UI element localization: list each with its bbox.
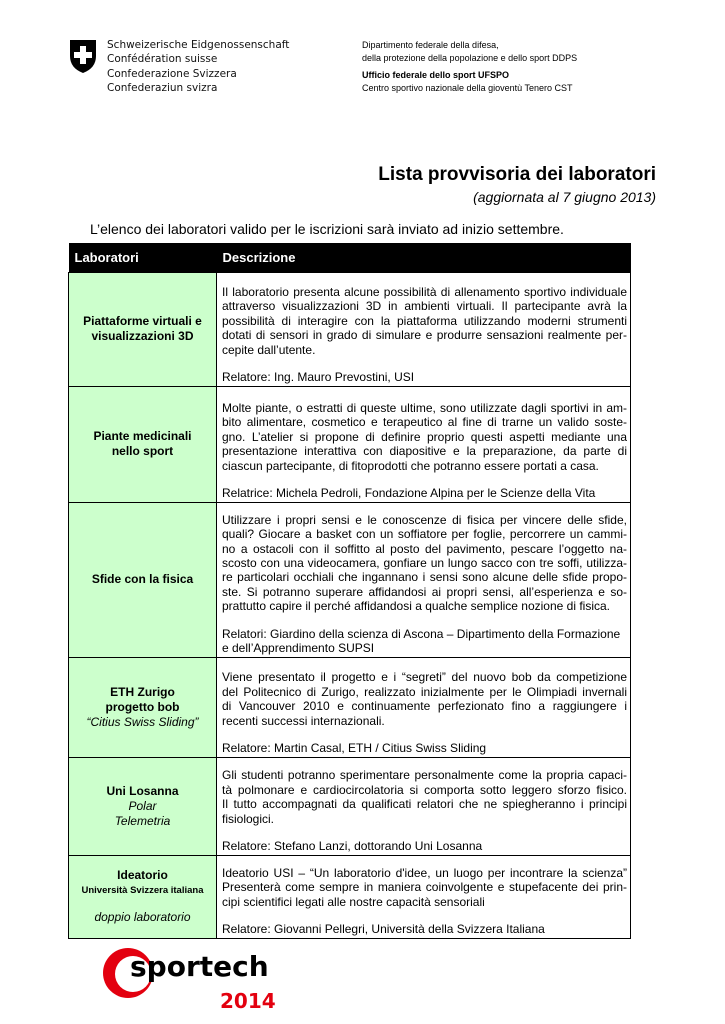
- speaker: Relatore: Ing. Mauro Prevostini, USI: [222, 370, 415, 385]
- description-line: cepite dall’utente.: [222, 342, 316, 357]
- lab-name-extra: “Citius Swiss Sliding”: [86, 714, 199, 729]
- header-description: Descrizione: [217, 243, 631, 272]
- lab-name-cell: [69, 272, 217, 386]
- speaker: Relatore: Stefano Lanzi, dottorando Uni Losanna: [222, 839, 483, 854]
- description-line: Presenterà come sempre in maniera coinvolgente e stupefacente dei prin-: [222, 880, 627, 895]
- confed-de: Schweizerische Eidgenossenschaft: [107, 39, 290, 51]
- speaker: Relatore: Giovanni Pellegri, Università della Svizzera Italiana: [222, 922, 545, 937]
- description-line: Il laboratorio presenta alcune possibilità di allenamento sportivo individuale: [222, 285, 627, 300]
- confed-fr: Confédération suisse: [107, 53, 218, 66]
- lab-name: Piattaforme virtuali e: [83, 314, 202, 328]
- description-line: cipi scientifici legati alle nostre capacità sensoriali: [222, 894, 485, 909]
- lab-name-cell: [69, 386, 217, 502]
- description-line: Il tutto accompagnati da qualificati relatori che ne spiegheranno i principi: [222, 797, 627, 812]
- lab-description-cell: [217, 855, 631, 938]
- sportech-logo: [100, 942, 290, 1014]
- speaker: Relatore: Martin Casal, ETH / Citius Swiss Sliding: [222, 741, 487, 756]
- department-info: [362, 39, 577, 94]
- table-row: [69, 855, 631, 938]
- description-line: Utilizzare i propri sensi e le conoscenze di fisica per vincere delle sfide,: [222, 512, 627, 527]
- lab-subtitle: Polar: [128, 798, 157, 813]
- description-line: quali? Giocare a basket con un soffiatore per foglie, percorrere un cammi-: [222, 527, 627, 542]
- lab-description-cell: [217, 386, 631, 502]
- lab-subtitle: Telemetria: [114, 813, 171, 828]
- logo-word: sportech: [130, 950, 269, 983]
- description-line: scosto con una videocamera, gonfiare un lungo sacco con tre soffi, utilizza-: [222, 556, 627, 571]
- lab-name-cell: [69, 855, 217, 938]
- lab-name-cell: [69, 502, 217, 657]
- confed-rm: Confederaziun svizra: [107, 81, 218, 94]
- table-row: [69, 657, 631, 757]
- lab-name: Ideatorio: [117, 868, 168, 882]
- table-row: [69, 386, 631, 502]
- description-line: re particolari occhiali che ingannano i sensi sono alcune delle sfide propo-: [222, 570, 627, 585]
- labs-table: [68, 243, 631, 939]
- lab-name: visualizzazioni 3D: [91, 329, 194, 343]
- table-row: [69, 272, 631, 386]
- description-line: gno. L’atelier si propone di definire proprio questi aspetti mediante una: [222, 429, 627, 444]
- lab-name: progetto bob: [105, 699, 180, 714]
- logo-year: 2014: [220, 989, 276, 1013]
- description-line: di Vancouver 2010 e continuamente perfezionato fino a raggiungere i: [222, 699, 627, 714]
- description-line: attraverso visualizzazioni 3D in ambienti virtuali. Il partecipante avrà la: [222, 299, 627, 314]
- description-line: bito alimentare, cosmetico e terapeutico al fine di trarne un valido soste-: [222, 415, 627, 430]
- swiss-coat-of-arms-icon: [68, 38, 98, 74]
- lab-description-cell: [217, 502, 631, 657]
- description-line: Ideatorio USI – “Un laboratorio d'idee, un luogo per incontrare la scienza”: [222, 865, 627, 880]
- description-line: fisiologici.: [222, 811, 275, 826]
- table-row: [69, 502, 631, 657]
- lab-description-cell: [217, 657, 631, 757]
- description-line: del Politecnico di Zurigo, realizzato inizialmente per le Olimpiadi invernali: [222, 684, 627, 699]
- description-line: no a ostacoli con il soffitto al posto del pavimento, pescare l’oggetto na-: [222, 541, 627, 556]
- speaker: e dell’Apprendimento SUPSI: [222, 641, 375, 656]
- description-line: Molte piante, o estratti di queste ultime, sono utilizzate dagli sportivi in am-: [222, 401, 627, 416]
- lab-name: nello sport: [111, 444, 174, 458]
- lab-institution: Università Svizzera italiana: [81, 885, 204, 896]
- description-line: ste. Si potranno superare affidandosi ai propri sensi, all’esperienza e so-: [222, 584, 627, 599]
- lab-name-cell: [69, 657, 217, 757]
- lab-note: doppio laboratorio: [94, 910, 191, 924]
- speaker: Relatori: Giardino della scienza di Ascona – Dipartimento della Formazione: [222, 626, 621, 641]
- description-line: tà polmonare e cardiocircolatoria si comporta sotto leggero sforzo fisico.: [222, 782, 627, 797]
- office-name: Ufficio federale dello sport UFSPO: [362, 70, 510, 80]
- table-row: [69, 757, 631, 855]
- lab-name-cell: [69, 757, 217, 855]
- description-line: dotati di sensori in grado di simulare e produrre sensazioni realmente per-: [222, 328, 627, 343]
- description-line: possibilità di interagire con la piattaforma utilizzando moderni strumenti: [222, 313, 627, 328]
- department-line: Dipartimento federale della difesa,: [362, 40, 499, 50]
- description-line: Gli studenti potranno sperimentare personalmente come la propria capaci-: [222, 768, 627, 783]
- center-name: Centro sportivo nazionale della gioventù Tenero CST: [362, 82, 573, 93]
- description-line: recenti successi internazionali.: [222, 713, 385, 728]
- description-line: ciascun partecipante, di fitoprodotti che potranno essere portati a casa.: [222, 458, 599, 473]
- speaker: Relatrice: Michela Pedroli, Fondazione Alpina per le Scienze della Vita: [222, 486, 596, 501]
- lab-description-cell: [217, 272, 631, 386]
- header-labs: Laboratori: [69, 243, 217, 272]
- lab-name: Piante medicinali: [93, 429, 192, 443]
- confederation-names: [107, 38, 289, 95]
- description-line: prattutto capire il perché affidandosi a qualche semplice nozione di fisica.: [222, 599, 611, 614]
- confed-it: Confederazione Svizzera: [107, 67, 237, 80]
- lab-description-cell: [217, 757, 631, 855]
- page-title: Lista provvisoria dei laboratori: [378, 164, 656, 185]
- department-line: della protezione della popolazione e dello sport DDPS: [362, 52, 578, 63]
- description-line: presentazione interattiva con diapositive e la preparazione, da parte di: [222, 444, 627, 459]
- lab-name: ETH Zurigo: [110, 684, 175, 699]
- description-line: Viene presentato il progetto e i “segreti” del nuovo bob da competizione: [222, 670, 627, 685]
- intro-text: L’elenco dei laboratori valido per le iscrizioni sarà inviato ad inizio settembre.: [90, 221, 564, 237]
- lab-name: Uni Losanna: [106, 783, 179, 798]
- page-subtitle: (aggiornata al 7 giugno 2013): [473, 189, 656, 205]
- lab-name: Sfide con la fisica: [91, 572, 194, 586]
